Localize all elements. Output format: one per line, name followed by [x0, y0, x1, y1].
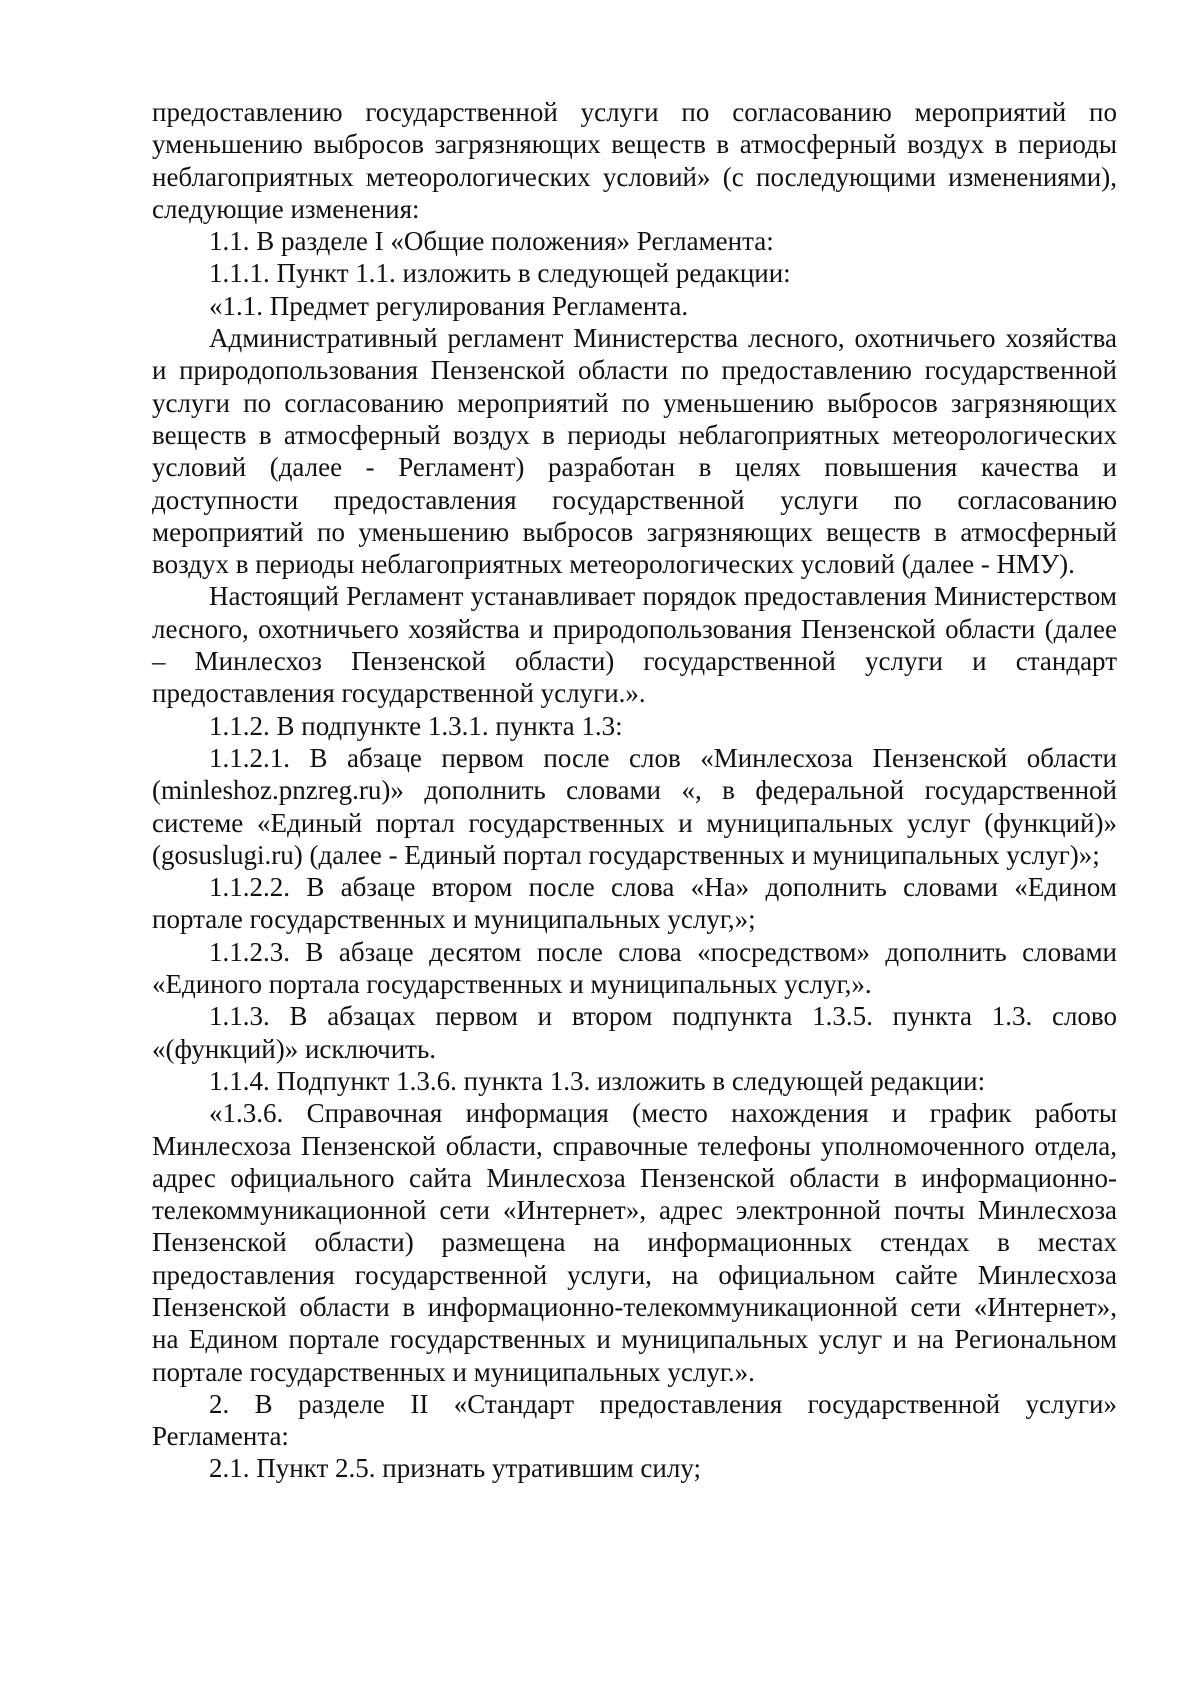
- document-page: [152, 96, 1117, 1485]
- paragraph-1-1-2-2: 1.1.2.2. В абзаце втором после слова «На» дополнить словами «Едином портале государственных и муниципальных услуг,»;: [152, 872, 1117, 935]
- paragraph-2: 2. В разделе II «Стандарт предоставления государственной услуги» Регламента:: [152, 1388, 1117, 1452]
- paragraph-1-1: 1.1. В разделе I «Общие положения» Регламента:: [209, 226, 774, 257]
- paragraph-1-1-4: 1.1.4. Подпункт 1.3.6. пункта 1.3. изложить в следующей редакции:: [209, 1065, 986, 1096]
- paragraph-1-1-1: 1.1.1. Пункт 1.1. изложить в следующей редакции:: [209, 258, 791, 289]
- paragraph-regulation-scope: Настоящий Регламент устанавливает порядок предоставления Министерством лесного, охотничьего хозяйства и природопользования Пензенской области (далее – Минлесхоз Пензенской области) государственной услуги и стандарт предоставления государственной услуги.».: [152, 581, 1117, 709]
- paragraph-1-1-2-3: 1.1.2.3. В абзаце десятом после слова «посредством» дополнить словами «Единого портала государственных и муниципальных услуг,».: [152, 936, 1117, 1000]
- paragraph-1-1-2-1: 1.1.2.1. В абзаце первом после слов «Минлесхоза Пензенской области (minleshoz.pnzreg.ru)» дополнить словами «, в федеральной государственной системе «Единый портал государственных и муниципальных услуг (функций)» (gosuslugi.ru) (далее - Единый портал государственных и муниципальных услуг)»;: [152, 742, 1117, 870]
- paragraph-1-1-2: 1.1.2. В подпункте 1.3.1. пункта 1.3:: [209, 710, 623, 741]
- paragraph-1-1-3: 1.1.3. В абзацах первом и втором подпункта 1.3.5. пункта 1.3. слово «(функций)» исключить.: [152, 1001, 1117, 1064]
- paragraph-continuation: предоставлению государственной услуги по согласованию мероприятий по уменьшению выбросов загрязняющих веществ в атмосферный воздух в периоды неблагоприятных метеорологических условий» (с последующими изменениями), следующие изменения:: [152, 97, 1117, 224]
- paragraph-2-1: 2.1. Пункт 2.5. признать утратившим силу;: [209, 1453, 701, 1484]
- paragraph-regulation-purpose: Административный регламент Министерства лесного, охотничьего хозяйства и природопользования Пензенской области по предоставлению государственной услуги по согласованию мероприятий по уменьшению выбросов загрязняющих веществ в атмосферный воздух в периоды неблагоприятных метеорологических условий (далее - Регламент) разработан в целях повышения качества и доступности предоставления государственной услуги по согласованию мероприятий по уменьшению выбросов загрязняющих веществ в атмосферный воздух в периоды неблагоприятных метеорологических условий (далее - НМУ).: [152, 323, 1117, 580]
- paragraph-1-3-6: «1.3.6. Справочная информация (место нахождения и график работы Минлесхоза Пензенской области, справочные телефоны уполномоченного отдела, адрес официального сайта Минлесхоза Пензенской области в информационно-телекоммуникационной сети «Интернет», адрес электронной почты Минлесхоза Пензенской области) размещена на информационных стендах в местах предоставления государственной услуги, на официальном сайте Минлесхоза Пензенской области в информационно-телекоммуникационной сети «Интернет», на Едином портале государственных и муниципальных услуг и на Региональном портале государственных и муниципальных услуг.».: [152, 1098, 1117, 1387]
- paragraph-subject-heading: «1.1. Предмет регулирования Регламента.: [209, 290, 689, 321]
